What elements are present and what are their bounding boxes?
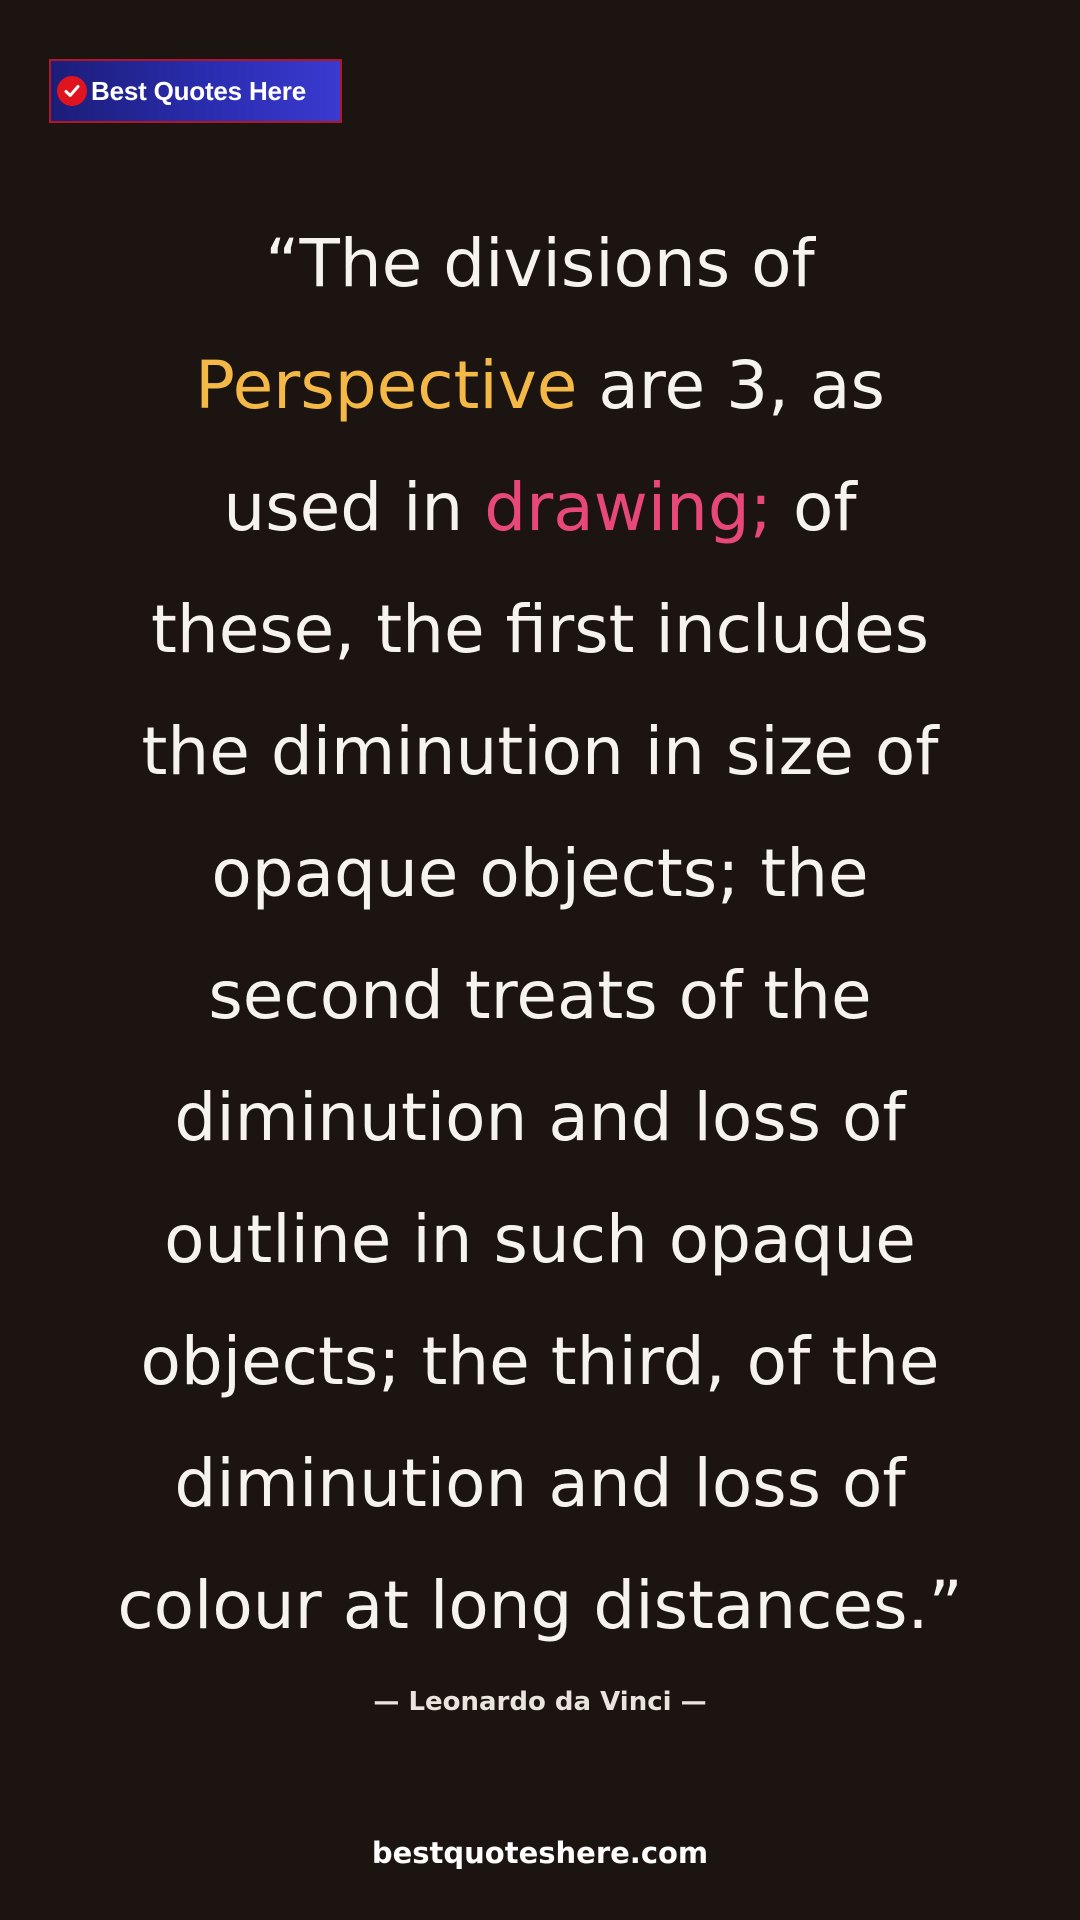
quote-line bbox=[60, 1545, 1020, 1667]
quote-line bbox=[60, 447, 1020, 569]
quote-line bbox=[60, 813, 1020, 935]
quote-line bbox=[60, 1179, 1020, 1301]
quote-segment: of bbox=[772, 469, 857, 546]
quote-segment: outline in such opaque bbox=[164, 1201, 916, 1278]
quote-segment: “The divisions of bbox=[265, 225, 815, 302]
brand-badge bbox=[49, 59, 342, 123]
quote-segment: opaque objects; the bbox=[211, 835, 869, 912]
quote-segment: diminution and loss of bbox=[174, 1079, 906, 1156]
quote-segment: used in bbox=[223, 469, 485, 546]
website-url: bestquoteshere.com bbox=[371, 1836, 709, 1870]
quote-line bbox=[60, 569, 1020, 691]
quote-segment: the diminution in size of bbox=[141, 713, 939, 790]
quote-line bbox=[60, 203, 1020, 325]
quote-line bbox=[60, 691, 1020, 813]
check-circle-icon bbox=[57, 76, 87, 106]
brand-label: Best Quotes Here bbox=[91, 75, 306, 106]
quote-segment: are 3, as bbox=[577, 347, 885, 424]
quote-author: — Leonardo da Vinci — bbox=[373, 1687, 707, 1717]
quote-line bbox=[60, 1057, 1020, 1179]
quote-segment: colour at long distances.” bbox=[117, 1567, 963, 1644]
highlight-word: drawing; bbox=[484, 469, 772, 546]
quote-segment: second treats of the bbox=[208, 957, 872, 1034]
quote-line bbox=[60, 1423, 1020, 1545]
quote-line bbox=[60, 935, 1020, 1057]
quote-line bbox=[60, 1301, 1020, 1423]
quote-segment: these, the first includes bbox=[150, 591, 929, 668]
quote-line bbox=[60, 325, 1020, 447]
quote-text bbox=[60, 203, 1020, 1667]
quote-segment: diminution and loss of bbox=[174, 1445, 906, 1522]
quote-segment: objects; the third, of the bbox=[140, 1323, 940, 1400]
highlight-word: Perspective bbox=[195, 347, 578, 424]
